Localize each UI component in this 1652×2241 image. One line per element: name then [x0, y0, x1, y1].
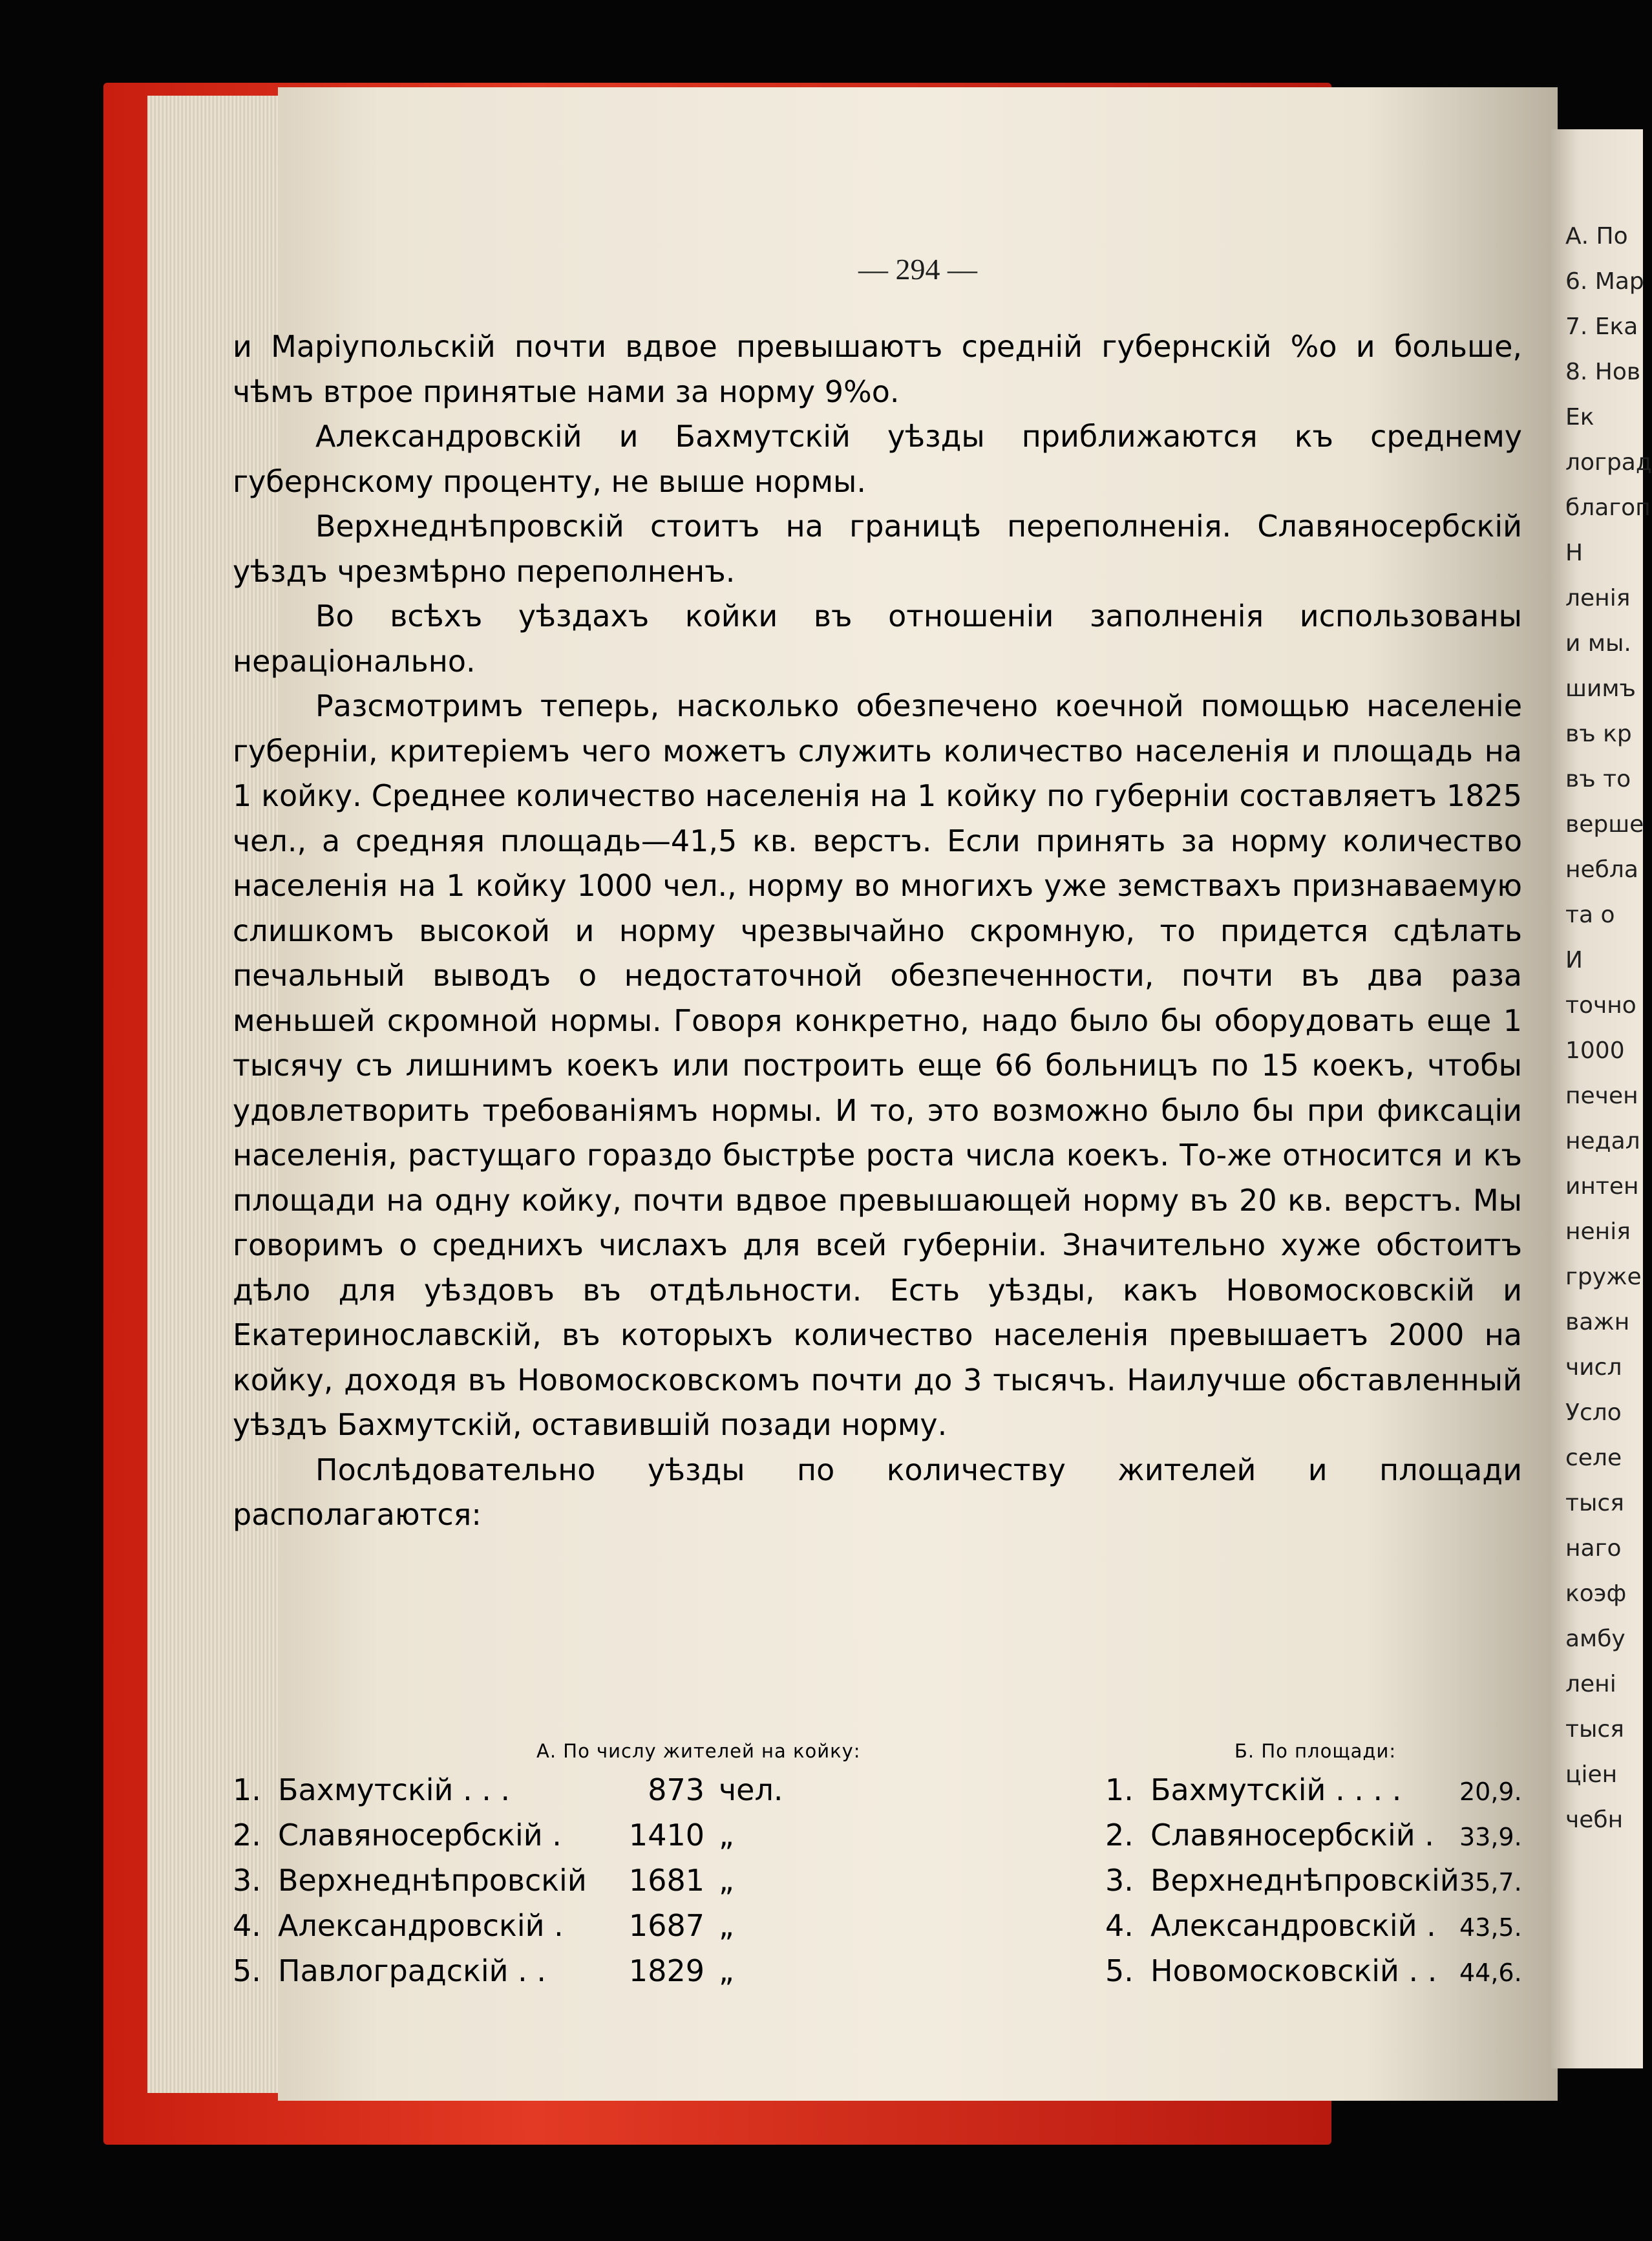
facing-page-line: Ек	[1565, 404, 1594, 430]
facing-page-line: интен	[1565, 1173, 1639, 1200]
facing-page-line: тыся	[1565, 1716, 1624, 1743]
unit: „	[719, 1953, 734, 1988]
paragraph: и Маріупольскій почти вдвое превышаютъ средній губернскій %о и больше, чѣмъ втрое принятые нами за норму 9%о.	[233, 329, 1522, 409]
facing-page-line: ненія	[1565, 1218, 1631, 1245]
district-name: Александровскій .	[278, 1908, 564, 1943]
row-number: 5.	[233, 1953, 261, 1988]
facing-page	[1551, 129, 1652, 2068]
area-value: 43,5.	[1459, 1913, 1522, 1942]
table-a-row	[233, 1863, 796, 1898]
paragraph: Разсмотримъ теперь, насколько обезпечено коечной помощью населеніе губерніи, критеріемъ чего можетъ служить количество населенія и площадь на 1 койку. Среднее количество населенія на 1 койку по губерніи составляетъ 1825 чел., а средняя площадь—41,5 кв. верстъ. Если принять за норму количество населенія на 1 койку 1000 чел., норму во многихъ уже земствахъ признаваемую слишкомъ высокой и норму чрезвычайно скромную, то придется сдѣлать печальный выводъ о недостаточной обезпеченности, почти въ два раза меньшей скромной нормы. Говоря конкретно, надо было бы оборудовать еще 1 тысячу съ лишнимъ коекъ или построить еще 66 больницъ по 15 коекъ, чтобы удовлетворить требованіямъ нормы. И то, это возможно было бы при фиксаціи населенія, растущаго гораздо быстрѣе роста числа коекъ. То-же относится и къ площади на одну койку, почти вдвое превышающей норму въ 20 кв. верстъ. Мы говоримъ о среднихъ числахъ для всей губерніи. Значительно хуже обстоитъ дѣло для уѣздовъ въ отдѣльности. Есть уѣзды, какъ Новомосковскій и Екатеринославскій, въ которыхъ количество населенія превышаетъ 2000 на койку, доходя въ Новомосковскомъ почти до 3 тысячъ. Наилучше обставленный уѣздъ Бахмутскій, оставившій позади норму.	[233, 688, 1522, 1442]
facing-page-line: ціен	[1565, 1761, 1618, 1788]
facing-page-line: въ то	[1565, 766, 1631, 792]
facing-page-line: 8. Нов	[1565, 359, 1641, 385]
row-number: 2.	[233, 1818, 261, 1853]
facing-page-line: въ кр	[1565, 721, 1632, 747]
paragraph: Во всѣхъ уѣздахъ койки въ отношеніи заполненія использованы нераціонально.	[233, 599, 1522, 679]
facing-page-line: верше	[1565, 811, 1644, 838]
facing-page-line: И	[1565, 947, 1583, 973]
population-value: 1829	[628, 1953, 704, 1988]
row-number: 5.	[1105, 1953, 1134, 1988]
table-b-row	[1105, 1953, 1522, 1988]
row-number: 4.	[233, 1908, 261, 1943]
facing-page-line: печен	[1565, 1083, 1638, 1109]
table-b-row	[1105, 1818, 1522, 1853]
facing-page-line: коэф	[1565, 1580, 1627, 1607]
table-b-row	[1105, 1863, 1522, 1898]
facing-page-line: чебн	[1565, 1807, 1624, 1833]
population-value: 1410	[628, 1818, 704, 1853]
row-number: 1.	[233, 1772, 261, 1807]
area-value: 35,7.	[1459, 1868, 1522, 1896]
page-number: — 294 —	[858, 253, 977, 286]
district-name: Бахмутскій . . .	[278, 1772, 511, 1807]
paragraph: Верхнеднѣпровскій стоитъ на границѣ переполненія. Славяносербскій уѣздъ чрезмѣрно переполненъ.	[233, 509, 1522, 589]
facing-page-line: лоград	[1565, 449, 1652, 476]
facing-page-line: тыся	[1565, 1490, 1624, 1516]
facing-page-line: шимъ	[1565, 675, 1636, 702]
facing-page-line: гружe	[1565, 1264, 1642, 1290]
facing-page-line: небла	[1565, 856, 1638, 883]
facing-page-line: и мы.	[1565, 630, 1631, 657]
table-a-row	[233, 1818, 796, 1853]
row-number: 1.	[1105, 1772, 1134, 1807]
population-value: 1687	[628, 1908, 704, 1943]
table-a-row	[233, 1772, 796, 1807]
facing-page-line: ленія	[1565, 585, 1631, 611]
facing-page-line: селе	[1565, 1445, 1622, 1471]
facing-page-line: числ	[1565, 1354, 1622, 1381]
population-value: 1681	[628, 1863, 704, 1898]
unit: „	[719, 1908, 734, 1943]
unit: „	[719, 1863, 734, 1898]
facing-page-line: 6. Мар	[1565, 268, 1644, 295]
table-a-row	[233, 1908, 796, 1943]
unit: чел.	[719, 1772, 783, 1807]
table-b-heading: Б. По площади:	[1234, 1740, 1397, 1762]
district-name: Бахмутскій . . . .	[1150, 1772, 1402, 1807]
facing-page-line: А. По	[1565, 223, 1628, 250]
area-value: 44,6.	[1459, 1959, 1522, 1987]
population-value: 873	[648, 1772, 704, 1807]
facing-page-line: наго	[1565, 1535, 1622, 1562]
row-number: 2.	[1105, 1818, 1134, 1853]
facing-page-line: лені	[1565, 1671, 1616, 1697]
row-number: 4.	[1105, 1908, 1134, 1943]
facing-page-line: та о	[1565, 902, 1615, 928]
row-number: 3.	[1105, 1863, 1134, 1898]
facing-page-line: Н	[1565, 540, 1583, 566]
table-b-row	[1105, 1908, 1522, 1943]
paragraph: Александровскій и Бахмутскій уѣзды приближаются къ среднему губернскому проценту, не выше нормы.	[233, 419, 1522, 499]
facing-page-line: благоп	[1565, 494, 1651, 521]
body-text	[233, 324, 1522, 1538]
facing-page-line: 7. Ека	[1565, 313, 1638, 340]
facing-page-line: амбу	[1565, 1626, 1626, 1652]
row-number: 3.	[233, 1863, 261, 1898]
area-value: 33,9.	[1459, 1823, 1522, 1851]
table-a-heading: А. По числу жителей на койку:	[536, 1740, 861, 1762]
area-value: 20,9.	[1459, 1778, 1522, 1806]
facing-page-line: Усло	[1565, 1399, 1622, 1426]
district-name: Славяносербскій .	[278, 1818, 562, 1853]
facing-page-line: важн	[1565, 1309, 1630, 1335]
district-name: Александровскій .	[1150, 1908, 1436, 1943]
paragraph: Послѣдовательно уѣзды по количеству жителей и площади располагаются:	[233, 1452, 1522, 1532]
district-name: Новомосковскій . .	[1150, 1953, 1437, 1988]
district-name: Павлоградскій . .	[278, 1953, 547, 1988]
table-a-row	[233, 1953, 796, 1988]
facing-page-line: точно	[1565, 992, 1636, 1019]
facing-page-line: 1000	[1565, 1037, 1625, 1064]
district-name: Верхнеднѣпровскій	[278, 1863, 587, 1898]
facing-page-line: недал	[1565, 1128, 1640, 1154]
district-name: Славяносербскій .	[1150, 1818, 1434, 1853]
district-name: Верхнеднѣпровскій	[1150, 1863, 1459, 1898]
unit: „	[719, 1818, 734, 1853]
table-b-row	[1105, 1772, 1522, 1807]
